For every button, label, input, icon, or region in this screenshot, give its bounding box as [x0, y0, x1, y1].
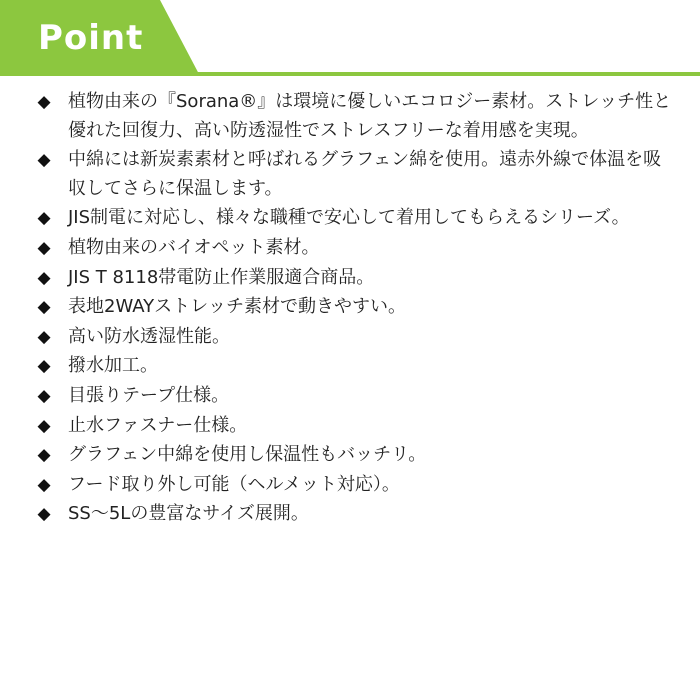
- diamond-bullet-icon: ◆: [37, 415, 51, 436]
- list-item: [34, 88, 674, 145]
- point-banner: [0, 0, 700, 76]
- list-item-text: 植物由来の『Sorana®』は環境に優しいエコロジー素材。ストレッチ性と優れた回復力、高い防透湿性でストレスフリーな着用感を実現。: [68, 91, 672, 141]
- list-item: [34, 412, 674, 441]
- diamond-bullet-icon: ◆: [37, 385, 51, 406]
- list-item-text: JIS制電に対応し、様々な職種で安心して着用してもらえるシリーズ。: [68, 207, 630, 229]
- list-item: [34, 204, 674, 233]
- diamond-bullet-icon: ◆: [37, 92, 51, 112]
- list-item: [34, 234, 674, 263]
- diamond-bullet-icon: ◆: [37, 150, 51, 171]
- list-item-text: フード取り外し可能（ヘルメット対応）。: [68, 473, 400, 495]
- list-item: [34, 352, 674, 381]
- diamond-bullet-icon: ◆: [37, 474, 51, 495]
- list-item-text: 撥水加工。: [68, 355, 158, 377]
- list-item-text: 止水ファスナー仕様。: [68, 414, 248, 436]
- diamond-bullet-icon: ◆: [37, 356, 51, 377]
- diamond-bullet-icon: ◆: [37, 237, 51, 258]
- list-item: [34, 293, 674, 322]
- banner-title: Point: [38, 18, 144, 58]
- list-item: [34, 500, 674, 529]
- diamond-bullet-icon: ◆: [37, 267, 51, 288]
- feature-list: [34, 88, 674, 530]
- list-item-text: 目張りテープ仕様。: [68, 384, 230, 406]
- list-item-text: 中綿には新炭素素材と呼ばれるグラフェン綿を使用。遠赤外線で体温を吸収してさらに保温します。: [68, 149, 662, 199]
- list-item: [34, 471, 674, 500]
- list-item: [34, 441, 674, 470]
- diamond-bullet-icon: ◆: [37, 208, 51, 229]
- list-item: [34, 382, 674, 411]
- list-item: [34, 264, 674, 293]
- list-item-text: JIS T 8118帯電防止作業服適合商品。: [68, 266, 375, 288]
- list-item-text: 高い防水透湿性能。: [68, 325, 230, 347]
- list-item-text: 植物由来のバイオペット素材。: [68, 236, 320, 258]
- diamond-bullet-icon: ◆: [37, 504, 51, 525]
- diamond-bullet-icon: ◆: [37, 326, 51, 347]
- list-item-text: 表地2WAYストレッチ素材で動きやすい。: [68, 296, 406, 318]
- list-item: [34, 146, 674, 203]
- list-item-text: グラフェン中綿を使用し保温性もバッチリ。: [68, 444, 427, 466]
- diamond-bullet-icon: ◆: [37, 297, 51, 318]
- banner-underline: [0, 72, 700, 76]
- list-item: [34, 323, 674, 352]
- list-item-text: SS～5Lの豊富なサイズ展開。: [68, 503, 309, 525]
- diamond-bullet-icon: ◆: [37, 445, 51, 466]
